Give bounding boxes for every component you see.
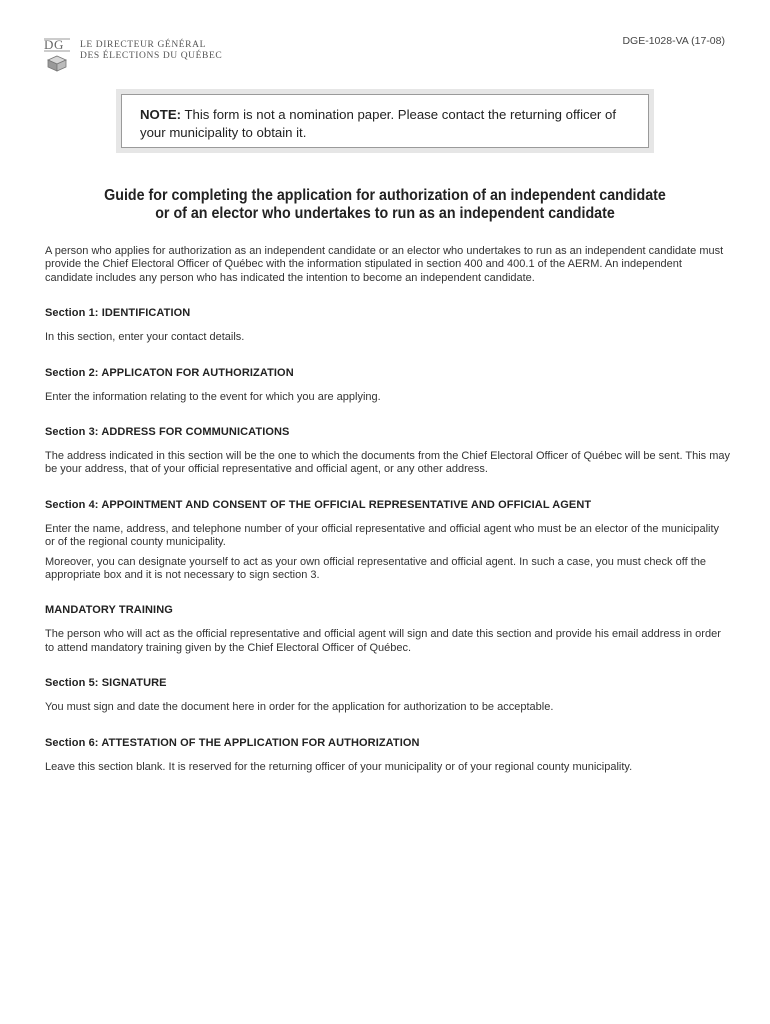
dge-logo-icon — [44, 36, 76, 72]
note-text: This form is not a nomination paper. Please contact the returning officer of your municipality to obtain it. — [140, 107, 616, 140]
section-1-heading: Section 1: IDENTIFICATION — [45, 307, 191, 320]
guide-content — [45, 245, 730, 774]
svg-text:D: D — [44, 37, 54, 52]
dge-logo — [44, 36, 244, 76]
note-label: NOTE: — [140, 107, 182, 122]
svg-text:G: G — [54, 37, 64, 52]
section-4-text-1: Enter the name, address, and telephone number of your official representative and official agent who must be an elector of the municipality or of the regional county municipality. — [45, 522, 720, 549]
form-code: DGE-1028-VA (17-08) — [622, 35, 725, 47]
note-content — [121, 94, 649, 148]
section-4-heading: Section 4: APPOINTMENT AND CONSENT OF THE OFFICIAL REPRESENTATIVE AND OFFICIAL AGENT — [45, 498, 592, 511]
section-2-heading: Section 2: APPLICATON FOR AUTHORIZATION — [45, 366, 294, 379]
training-text: The person who will act as the official representative and official agent will sign and date this section and provide his email address in order to attend mandatory training given by the Chief Electoral Officer of Québec. — [45, 628, 721, 654]
logo-text — [80, 40, 222, 62]
section-3-heading: Section 3: ADDRESS FOR COMMUNICATIONS — [45, 426, 290, 439]
section-6-text: Leave this section blank. It is reserved for the returning officer of your municipality or of your regional county municipality. — [45, 760, 633, 773]
logo-line-1: LE DIRECTEUR GÉNÉRAL — [80, 40, 206, 50]
logo-line-2: DES ÉLECTIONS DU QUÉBEC — [80, 51, 223, 61]
guide-title — [68, 187, 703, 223]
section-4-text-2: Moreover, you can designate yourself to act as your own official representative and official agent. In such a case, you must check off the appropriate box and it is not necessary to sign section 3. — [45, 555, 706, 582]
intro-paragraph: A person who applies for authorization as an independent candidate or an elector who undertakes to run as an independent candidate must provide the Chief Electoral Officer of Québec with the information stipulated in section 400 and 400.1 of the AERM. An independent candidate includes any person who has indicated the intention to become an independent candidate. — [45, 245, 724, 284]
section-5-heading: Section 5: SIGNATURE — [45, 677, 167, 690]
guide-title-line-2: or of an elector who undertakes to run as an independent candidate — [155, 205, 615, 222]
section-3-text: The address indicated in this section will be the one to which the documents from the Chief Electoral Officer of Québec will be sent. This may be your address, that of your official representative and official agent, or any other address. — [45, 450, 730, 476]
note-box — [116, 89, 654, 153]
section-2-text: Enter the information relating to the event for which you are applying. — [45, 390, 381, 403]
section-6-heading: Section 6: ATTESTATION OF THE APPLICATION FOR AUTHORIZATION — [45, 736, 420, 749]
training-heading: MANDATORY TRAINING — [45, 604, 173, 617]
guide-title-line-1: Guide for completing the application for authorization of an independent candidate — [104, 187, 666, 204]
section-5-text: You must sign and date the document here in order for the application for authorization to be acceptable. — [45, 701, 554, 714]
section-1-text: In this section, enter your contact details. — [45, 331, 245, 344]
